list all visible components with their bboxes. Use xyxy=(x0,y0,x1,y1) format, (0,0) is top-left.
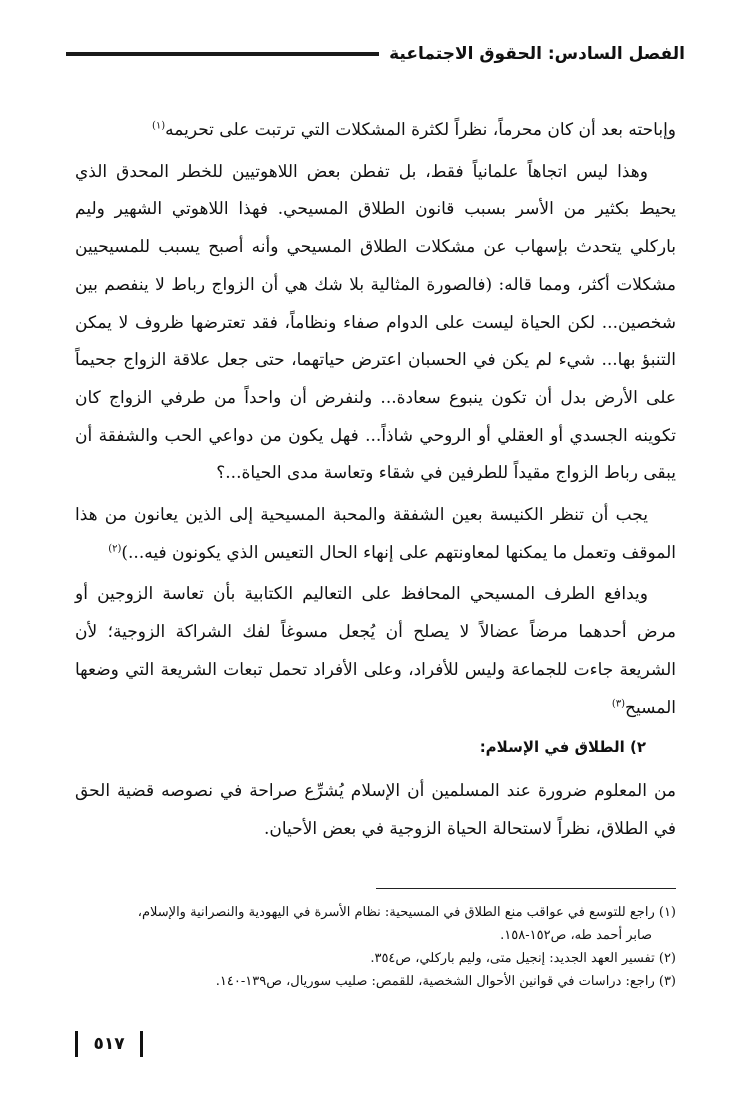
chapter-title: الفصل السادس: الحقوق الاجتماعية xyxy=(389,44,685,64)
footnote: (٢) تفسير العهد الجديد: إنجيل متى، وليم باركلي، ص٣٥٤. xyxy=(370,951,676,966)
footnote-marker: (٢) xyxy=(108,543,122,555)
footnote-marker: (٣) xyxy=(611,697,625,709)
section-heading: ٢) الطلاق في الإسلام: xyxy=(479,738,646,757)
footnote: (١) راجع للتوسع في عواقب منع الطلاق في المسيحية: نظام الأسرة في اليهودية والنصرانية والإسلام، xyxy=(137,905,676,920)
paragraph xyxy=(75,576,676,727)
footnotes xyxy=(75,888,676,993)
footnote-rule xyxy=(376,888,676,889)
footnote-marker: (١) xyxy=(151,120,166,132)
footnote: (٣) راجع: دراسات في قوانين الأحوال الشخصية، للقمص: صليب سوريال، ص١٣٩-١٤٠. xyxy=(215,974,676,989)
paragraph xyxy=(75,154,676,493)
paragraph-text: يجب أن تنظر الكنيسة بعين الشفقة والمحبة المسيحية إلى الذين يعانون من هذا الموقف وتعمل ما يمكنها لمعاونتهم على إنهاء الحال التعيس الذي يكونون فيه...) xyxy=(75,505,676,563)
body-text xyxy=(75,112,676,848)
section-paragraph: من المعلوم ضرورة عند المسلمين أن الإسلام يُشرِّع صراحة في نصوصه قضية الحق في الطلاق، نظراً لاستحالة الحياة الزوجية في بعض الأحيان. xyxy=(75,780,676,839)
page-number: ٥١٧ xyxy=(75,1031,143,1057)
paragraph xyxy=(75,497,676,572)
footnote-continuation: صابر أحمد طه، ص١٥٢-١٥٨. xyxy=(500,928,652,943)
header-rule xyxy=(66,52,379,56)
running-header xyxy=(66,38,685,70)
paragraph-text: ويدافع الطرف المسيحي المحافظ على التعاليم الكتابية بأن تعاسة الزوجين أو مرض أحدهما مرضاً عضالاً لا يصلح أن يُجعل مسوغاً لفك الشراكة الزوجية؛ لأن الشريعة جاءت للجماعة وليس للأفراد، وعلى الأفراد تحمل تبعات الشريعة التي وضعها المسيح xyxy=(75,584,676,718)
paragraph-text: وإباحته بعد أن كان محرماً، نظراً لكثرة المشكلات التي ترتبت على تحريمه xyxy=(165,120,676,140)
paragraph-text: وهذا ليس اتجاهاً علمانياً فقط، بل تفطن بعض اللاهوتيين للخطر المحدق الذي يحيط بكثير من الأسر بسبب قانون الطلاق المسيحي. فهذا اللاهوتي الشهير وليم باركلي يتحدث بإسهاب عن مشكلات الطلاق المسيحي وأنه أصبح يسبب للمسيحيين مشكلات أكثر، ومما قاله: (فالصورة المثالية بلا شك هي أن الزواج رباط لا ينفصم بين شخصين... لكن الحياة ليست على الدوام صفاء ونظاماً، فقد تعترضها ظروف لا يمكن التنبؤ بها... شيء لم يكن في الحسبان اعترض حياتهما، حتى جعل علاقة الزواج جحيماً على الأرض بدل أن تكون ينبوع سعادة... ولنفرض أن واحداً من طرفي الزواج كان تكوينه الجسدي أو العقلي أو الروحي شاذاً... فهل يكون من دواعي الحب والشفقة أن يبقى رباط الزواج مقيداً للطرفين في شقاء وتعاسة مدى الحياة...؟ xyxy=(75,161,676,484)
paragraph xyxy=(75,112,676,150)
